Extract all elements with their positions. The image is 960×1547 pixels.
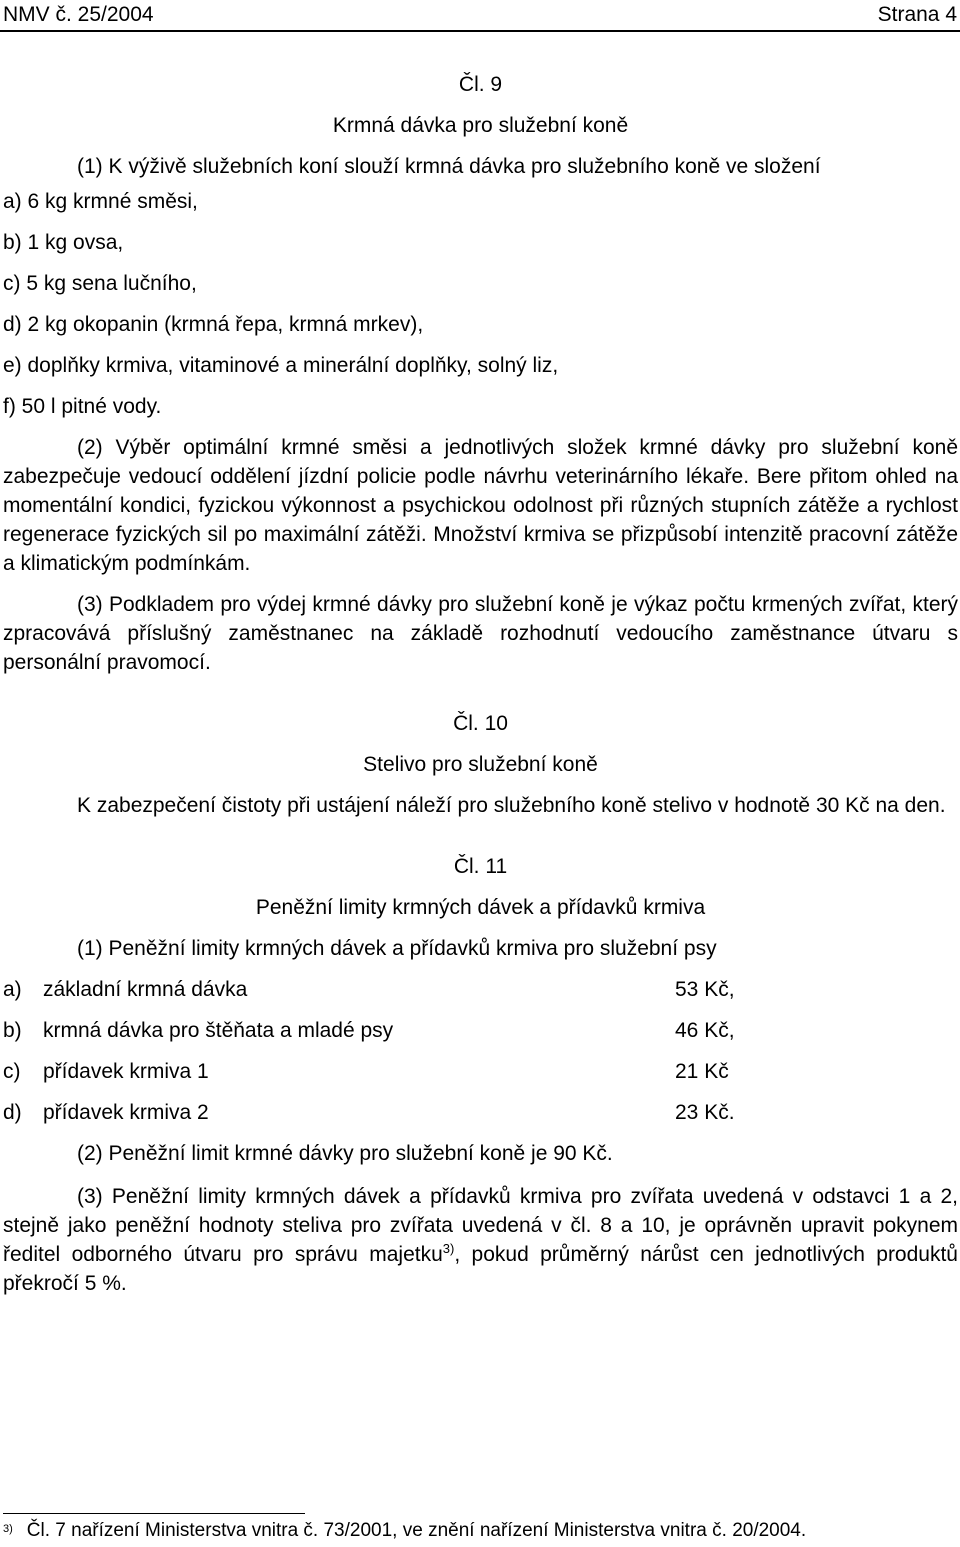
article-10 [3,709,958,820]
limit-letter: a) [3,978,22,1001]
article-11-paragraph-2: (2) Peněžní limit krmné dávky pro služební koně je 90 Kč. [77,1142,613,1165]
article-11-title: Peněžní limity krmných dávek a přídavků krmiva [255,896,706,919]
limit-row [3,975,958,1004]
header-page-number: Strana 4 [877,3,957,26]
footnote [3,1518,958,1544]
limit-label: krmná dávka pro štěňata a mladé psy [43,1019,394,1042]
footnote-reference[interactable]: 3) [442,1241,455,1256]
article-9-heading: Čl. 9 [458,73,503,96]
list-item: c) 5 kg sena lučního, [3,272,197,295]
limit-letter: b) [3,1019,22,1042]
article-11-paragraph-1: (1) Peněžní limity krmných dávek a přídavků krmiva pro služební psy [77,937,717,960]
document-body [3,70,958,1298]
article-9-paragraph-3: (3) Podkladem pro výdej krmné dávky pro služební koně je výkaz počtu krmených zvířat, který zpracovává příslušný zaměstnanec na základě rozhodnutí vedoucího zaměstnance útvaru s personální pravomocí. [3,593,958,674]
limit-letter: d) [3,1101,22,1124]
article-10-title: Stelivo pro služební koně [363,753,598,776]
article-11-paragraph-3 [3,1182,958,1298]
paragraph-3-text-end: , pokud průměrný nárůst cen jednotlivých produktů překročí 5 %. [3,1243,958,1295]
limit-label: základní krmná dávka [43,978,248,1001]
article-9-paragraph-2: (2) Výběr optimální krmné směsi a jednotlivých složek krmné dávky pro služební koně zabezpečuje vedoucí oddělení jízdní policie podle návrhu veterinárního lékaře. Bere přitom ohled na momentální kondici, fyzickou výkonnost a psychickou odolnost při různých stupních zátěže a rychlost regenerace fyzických sil po maximální zátěži. Množství krmiva se přizpůsobí intenzitě pracovní zátěže a klimatickým podmínkám. [3,436,958,575]
list-item: a) 6 kg krmné směsi, [3,190,198,213]
page-header [3,0,957,30]
limit-row [3,1057,958,1086]
limit-label: přídavek krmiva 2 [43,1101,209,1124]
article-10-paragraph-1: K zabezpečení čistoty při ustájení náleží pro služebního koně stelivo v hodnotě 30 Kč na den. [77,794,946,817]
article-9-title: Krmná dávka pro služební koně [332,114,629,137]
limit-amount: 21 Kč [675,1060,729,1083]
article-11 [3,852,958,1298]
limit-amount: 46 Kč, [675,1019,735,1042]
limit-amount: 53 Kč, [675,978,735,1001]
article-11-heading: Čl. 11 [453,855,508,878]
article-9-paragraph-1: (1) K výživě služebních koní slouží krmná dávka pro služebního koně ve složení [77,155,821,178]
list-item: b) 1 kg ovsa, [3,231,124,254]
paragraph-3-text: (3) Peněžní limity krmných dávek a přídavků krmiva pro zvířata uvedená v odstavci 1 a 2, stejně jako peněžní hodnoty steliva pro zvířata uvedená v čl. 8 a 10, je oprávněn upravit pokynem ředitel odborného útvaru pro správu majetku [3,1185,958,1266]
list-item: f) 50 l pitné vody. [3,395,162,418]
list-item: e) doplňky krmiva, vitaminové a minerální doplňky, solný liz, [3,354,559,377]
list-item: d) 2 kg okopanin (krmná řepa, krmná mrkev), [3,313,424,336]
limit-amount: 23 Kč. [675,1101,735,1124]
article-9 [3,70,958,677]
footnote-mark: 3) [3,1523,13,1535]
footnote-rule [3,1513,305,1514]
limit-letter: c) [3,1060,21,1083]
header-issue: NMV č. 25/2004 [3,3,154,26]
header-rule [0,30,960,32]
article-10-heading: Čl. 10 [453,712,508,735]
limit-label: přídavek krmiva 1 [43,1060,209,1083]
footnote-text: Čl. 7 nařízení Ministerstva vnitra č. 73/2001, ve znění nařízení Ministerstva vnitra č. 20/2004. [26,1520,807,1541]
limit-row [3,1016,958,1045]
limit-row [3,1098,958,1127]
